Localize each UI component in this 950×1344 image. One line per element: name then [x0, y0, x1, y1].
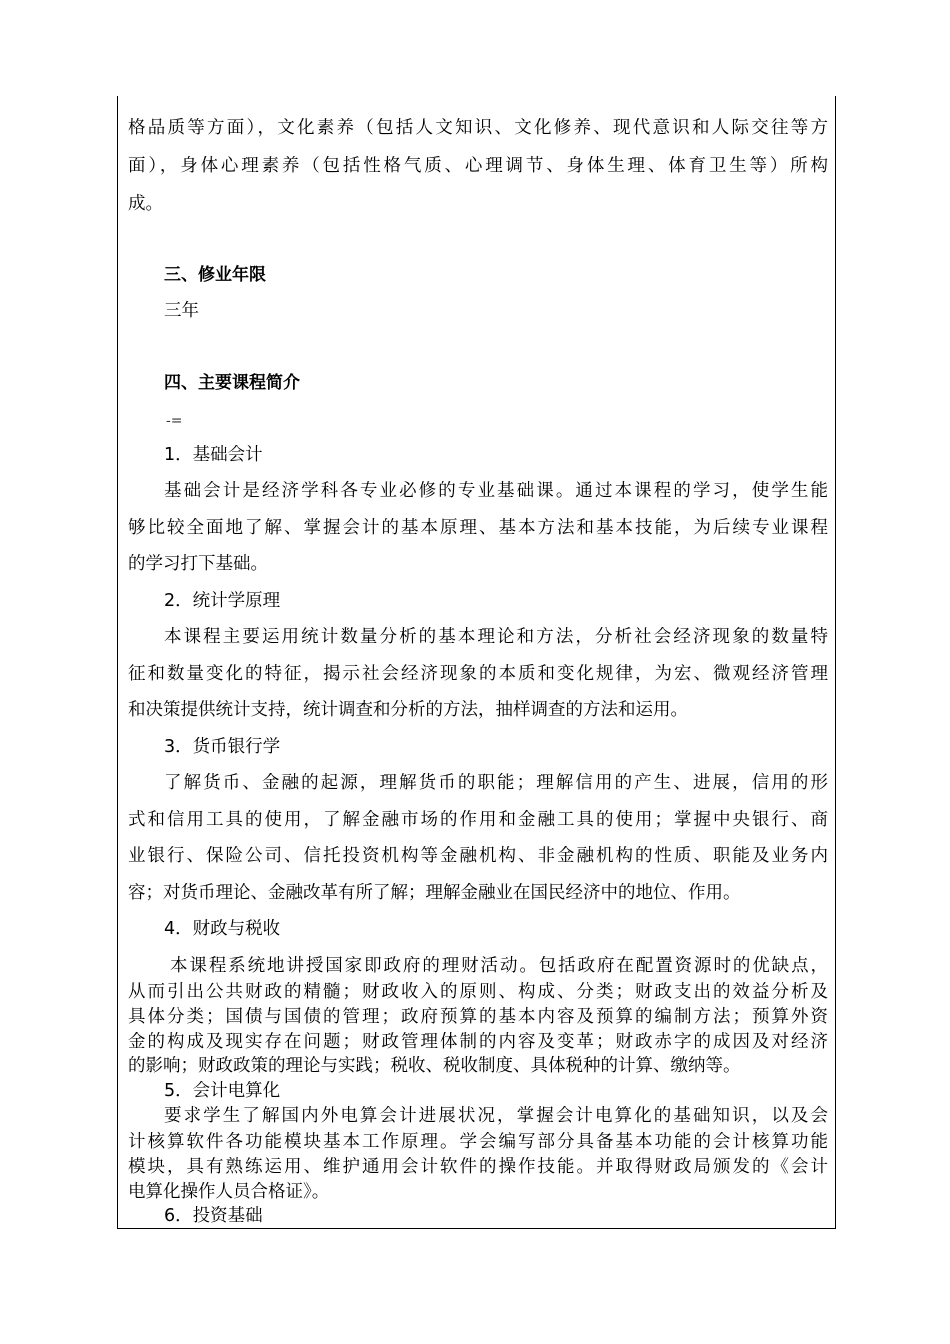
course-2-line-2: 征和数量变化的特征，揭示社会经济现象的本质和变化规律，为宏、微观经济管理 [128, 664, 828, 684]
course-1-line-2: 够比较全面地了解、掌握会计的基本原理、基本方法和基本技能，为后续专业课程 [128, 518, 828, 538]
course-4-line-4: 金的构成及现实存在问题；财政管理体制的内容及变革；财政赤字的成因及对经济 [128, 1032, 828, 1052]
course-5-line-2: 计核算软件各功能模块基本工作原理。学会编写部分具备基本功能的会计核算功能 [128, 1132, 828, 1152]
stray-mark: -= [166, 413, 183, 429]
course-4-line-1: 本课程系统地讲授国家即政府的理财活动。包括政府在配置资源时的优缺点， [170, 956, 828, 976]
intro-line-2: 面），身体心理素养（包括性格气质、心理调节、身体生理、体育卫生等）所构 [128, 156, 828, 176]
course-3-line-3: 业银行、保险公司、信托投资机构等金融机构、非金融机构的性质、职能及业务内 [128, 846, 828, 866]
course-title-computerized-accounting: 5．会计电算化 [164, 1081, 281, 1101]
course-1-line-3: 的学习打下基础。 [128, 554, 268, 574]
course-title-investment-basics: 6．投资基础 [164, 1206, 263, 1226]
course-1-line-1: 基础会计是经济学科各专业必修的专业基础课。通过本课程的学习，使学生能 [164, 481, 828, 501]
section-heading-courses: 四、主要课程简介 [164, 373, 300, 393]
course-3-line-1: 了解货币、金融的起源，理解货币的职能；理解信用的产生、进展，信用的形 [164, 773, 828, 793]
course-5-line-3: 模块，具有熟练运用、维护通用会计软件的操作技能。并取得财政局颁发的《会计 [128, 1157, 828, 1177]
course-4-line-3: 具体分类；国债与国债的管理；政府预算的基本内容及预算的编制方法；预算外资 [128, 1007, 828, 1027]
intro-line-1: 格品质等方面），文化素养（包括人文知识、文化修养、现代意识和人际交往等方 [128, 118, 828, 138]
course-3-line-2: 式和信用工具的使用，了解金融市场的作用和金融工具的使用；掌握中央银行、商 [128, 810, 828, 830]
course-2-line-3: 和决策提供统计支持，统计调查和分析的方法，抽样调查的方法和运用。 [128, 700, 688, 720]
intro-line-3: 成。 [128, 194, 163, 214]
course-title-basic-accounting: 1．基础会计 [164, 445, 263, 465]
course-2-line-1: 本课程主要运用统计数量分析的基本理论和方法，分析社会经济现象的数量特 [164, 627, 828, 647]
course-5-line-1: 要求学生了解国内外电算会计进展状况，掌握会计电算化的基础知识，以及会 [164, 1106, 828, 1126]
section-heading-duration: 三、修业年限 [164, 265, 266, 285]
course-title-money-banking: 3．货币银行学 [164, 737, 281, 757]
course-5-line-4: 电算化操作人员合格证》。 [128, 1182, 330, 1202]
course-3-line-4: 容；对货币理论、金融改革有所了解；理解金融业在国民经济中的地位、作用。 [128, 883, 741, 903]
course-title-statistics: 2．统计学原理 [164, 591, 281, 611]
duration-value: 三年 [164, 301, 199, 321]
course-4-line-2: 从而引出公共财政的精髓；财政收入的原则、构成、分类；财政支出的效益分析及 [128, 982, 828, 1002]
course-title-finance-tax: 4．财政与税收 [164, 919, 281, 939]
course-4-line-5: 的影响；财政政策的理论与实践；税收、税收制度、具体税种的计算、缴纳等。 [128, 1056, 741, 1076]
